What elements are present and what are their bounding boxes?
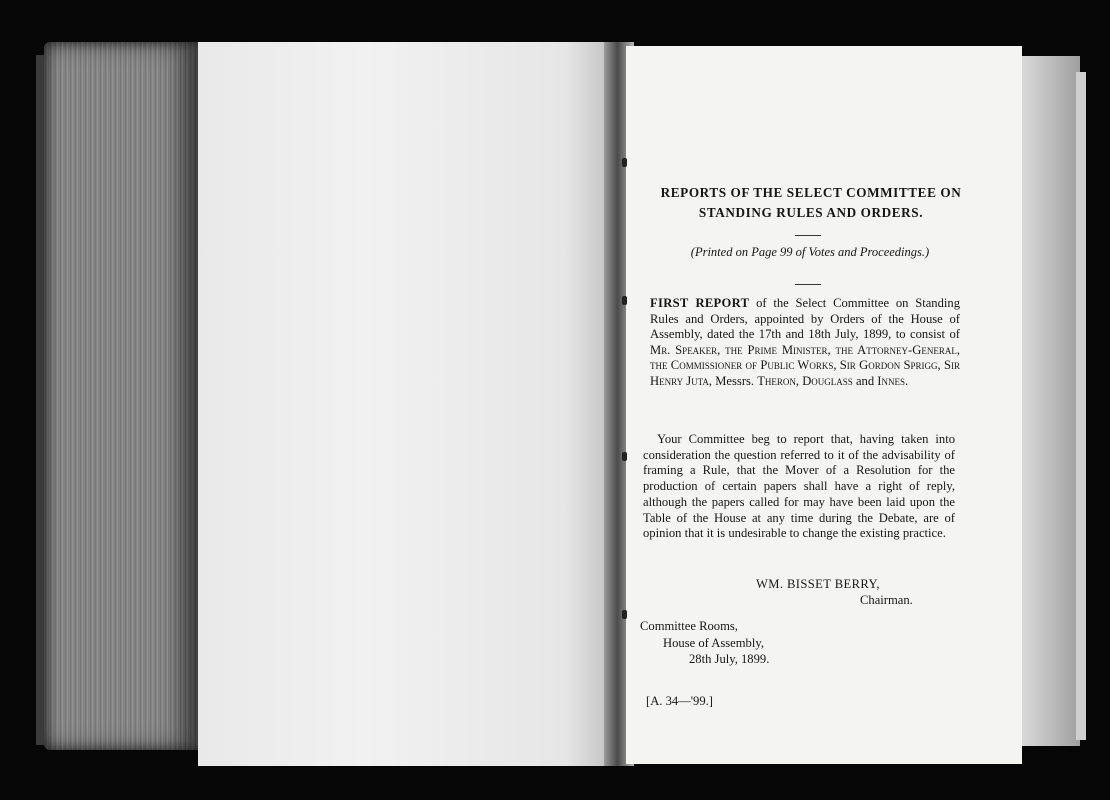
report-subtitle: (Printed on Page 99 of Votes and Proceedings.) <box>690 245 930 259</box>
report-body-paragraph: Your Committee beg to report that, having taken into consideration the question referred to it of the advisability of framing a Rule, that the Mover of a Resolution for the production of certain papers shall have a right of reply, although the papers called for may have been laid upon the Table of the House at any time during the Debate, are of opinion that it is undesirable to change the existing practice. <box>643 432 955 541</box>
first-report-paragraph <box>650 296 960 390</box>
report-title-line-1: REPORTS OF THE SELECT COMMITTEE ON <box>660 185 962 200</box>
report-title <box>646 183 976 223</box>
first-report-members-b: Theron, Douglass <box>757 373 853 388</box>
first-report-text-b: Messrs. <box>712 373 758 388</box>
right-page <box>626 46 1022 764</box>
address-date: 28th July, 1899. <box>689 652 770 666</box>
binding-stitch <box>622 610 627 619</box>
address-line-1: Committee Rooms, <box>640 619 738 633</box>
signature-title: Chairman. <box>860 593 913 607</box>
binding-stitch <box>622 452 627 461</box>
left-page <box>198 42 616 766</box>
page-stack-edge <box>1022 56 1080 746</box>
binding-stitch <box>622 296 627 305</box>
first-report-text-a: of the Select Committee on Standing Rules and Orders, appointed by Orders of the House of Assembly, dated the 17th and 18th July, 1899, to consist of <box>650 296 960 342</box>
first-report-members-c: Innes. <box>877 373 909 388</box>
book-page-edges <box>44 42 200 750</box>
binding-stitch <box>622 158 627 167</box>
report-title-line-2: STANDING RULES AND ORDERS. <box>698 205 924 220</box>
first-report-lead: FIRST REPORT <box>650 296 750 310</box>
document-reference: [A. 34—'99.] <box>646 694 713 708</box>
subtitle-divider <box>795 284 821 285</box>
page-stack-edge-light <box>1076 72 1086 740</box>
first-report-text-c: and <box>852 373 878 388</box>
address-line-2: House of Assembly, <box>663 636 764 650</box>
title-divider <box>795 235 821 236</box>
first-report-members: Mr. Speaker, the Prime Minister, the Attorney-General, the Commissioner of Public Works, Sir Gordon Sprigg, Sir Henry Juta, <box>650 342 960 388</box>
signature-name: WM. BISSET BERRY, <box>756 577 880 591</box>
